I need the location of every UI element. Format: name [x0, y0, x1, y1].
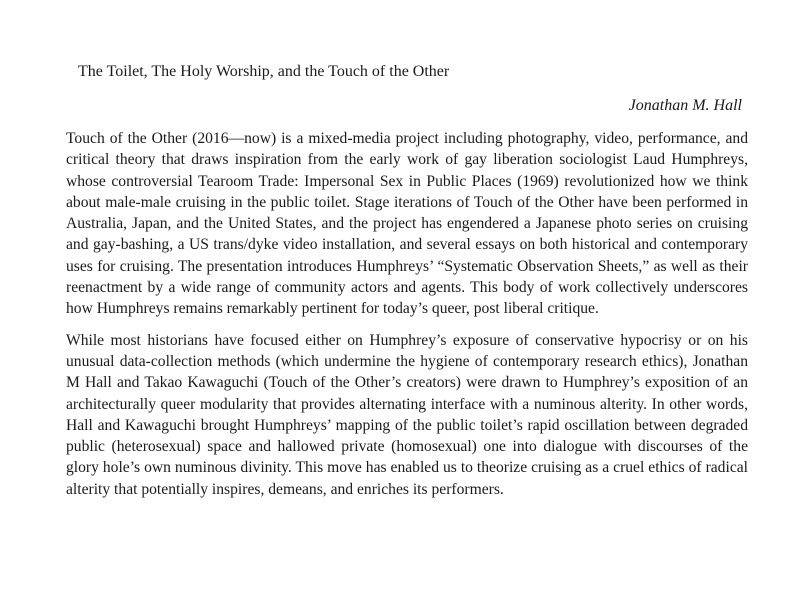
paragraph-2: While most historians have focused either on Humphrey’s exposure of conservative hypocrisy or on his unusual data-collection methods (which undermine the hygiene of contemporary research ethics), Jonathan M Hall and Takao Kawaguchi (Touch of the Other’s creators) were drawn to Humphrey’s exposition of an architecturally queer modularity that provides alternating interface with a numinous alterity. In other words, Hall and Kawaguchi brought Humphreys’ mapping of the public toilet’s rapid oscillation between degraded public (heterosexual) space and hallowed private (homosexual) one into dialogue with discourses of the glory hole’s own numinous divinity. This move has enabled us to theorize cruising as a cruel ethics of radical alterity that potentially inspires, demeans, and enriches its performers.: [66, 331, 748, 498]
document-title: The Toilet, The Holy Worship, and the Touch of the Other: [78, 63, 450, 80]
author-name: Jonathan M. Hall: [628, 97, 742, 114]
paragraph-1: Touch of the Other (2016—now) is a mixed-media project including photography, video, performance, and critical theory that draws inspiration from the early work of gay liberation sociologist Laud Humphreys, whose controversial Tearoom Trade: Impersonal Sex in Public Places (1969) revolutionized how we think about male-male cruising in the public toilet. Stage iterations of Touch of the Other have been performed in Australia, Japan, and the United States, and the project has engendered a Japanese photo series on cruising and gay-bashing, a US trans/dyke video installation, and several essays on both historical and contemporary uses for cruising. The presentation introduces Humphreys’ “Systematic Observation Sheets,” as well as their reenactment by a wide range of community actors and agents. This body of work collectively underscores how Humphreys remains remarkably pertinent for today’s queer, post liberal critique.: [66, 130, 748, 318]
